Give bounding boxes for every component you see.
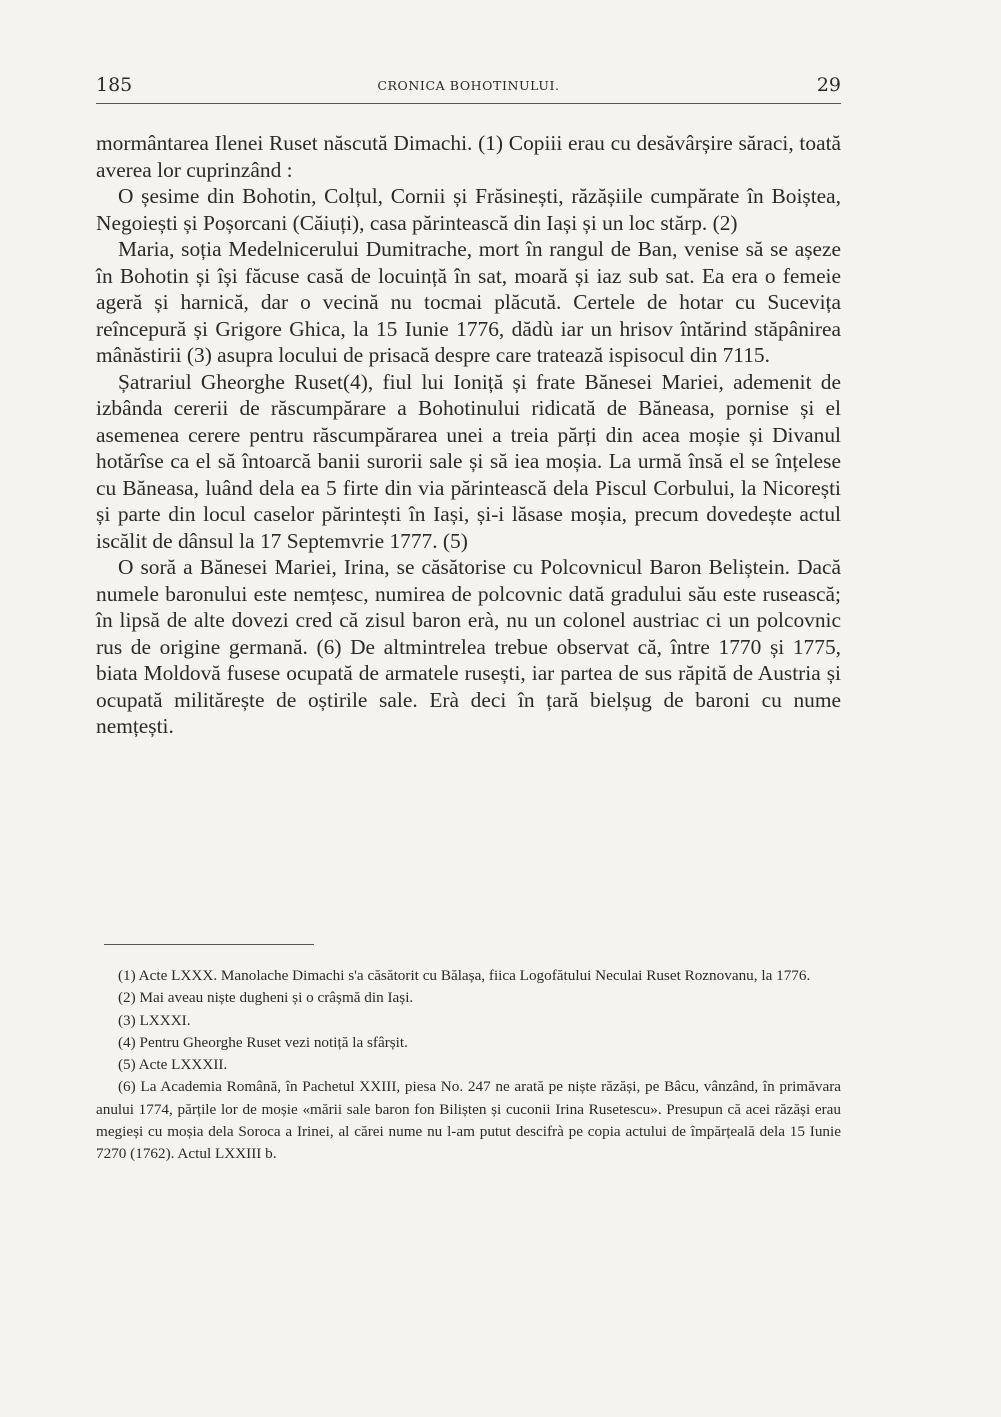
footnote: (3) LXXXI. <box>118 1011 191 1029</box>
page-number-left: 185 <box>96 74 133 96</box>
footnote: (1) Acte LXXX. Manolache Dimachi s'a căsătorit cu Bălașa, fiica Logofătului Neculai Ruset Roznovanu, la 1776. <box>118 967 811 984</box>
paragraph-continued: mormântarea Ilenei Ruset născută Dimachi. (1) Copiii erau cu desăvârșire săraci, toată averea lor cuprinzând : <box>96 131 841 182</box>
paragraph: O soră a Bănesei Mariei, Irina, se căsătorise cu Polcovnicul Baron Beliștein. Dacă numele baronului este nemțesc, numirea de polcovnic dată gradului său este rusească; în lipsă de alte dovezi cred că zisul baron erà, nu un colonel austriac ci un polcovnic rus de origine germană. (6) De altmintrelea trebue observat că, între 1770 și 1775, biata Moldovă fusese ocupată de armatele rusești, iar partea de sus răpită de Austria și ocupată militărește de oștirile sale. Erà deci în țară bielșug de baroni cu nume nemțești. <box>96 555 841 738</box>
footnote-rule <box>104 944 314 945</box>
footnote: (2) Mai aveau niște dugheni și o crâșmă din Iași. <box>118 989 414 1007</box>
footnote: (6) La Academia Română, în Pachetul XXIII, piesa No. 247 ne arată pe niște răzăși, pe Bâcu, vânzând, în primăvara anului 1774, părțile lor de moșie «mării sale baron fon Bilișten și cuconii Irina Rusetescu». Presupun că acei răzăși erau megieși cu moșia dela Soroca a Irinei, al cărei nume nu l-am putut descifrà pe copia actului de împărțeală dela 15 Iunie 7270 (1762). Actul LXXIII b. <box>96 1078 841 1163</box>
header-rule <box>96 103 841 104</box>
page-number-right: 29 <box>816 74 841 96</box>
page-header <box>96 74 841 104</box>
footnote: (5) Acte LXXXII. <box>118 1056 228 1074</box>
paragraph: Maria, soția Medelnicerului Dumitrache, mort în rangul de Ban, venise să se așeze în Bohotin și își făcuse casă de locuință în sat, moară și iaz sub sat. Ea era o femeie ageră și harnică, dar o vecină nu tocmai plăcută. Certele de hotar cu Sucevița reîncepură și Grigore Ghica, la 15 Iunie 1776, dădù iar un hrisov întărind stăpânirea mânăstirii (3) asupra locului de prisacă despre care tratează ispisocul din 7115. <box>96 237 841 367</box>
body-text <box>96 130 841 740</box>
footnote: (4) Pentru Gheorghe Ruset vezi notiță la sfârșit. <box>118 1033 408 1051</box>
footnotes <box>96 965 841 1166</box>
paragraph: Șatrariul Gheorghe Ruset(4), fiul lui Ioniță și frate Bănesei Mariei, ademenit de izbânda cererii de răscumpărare a Bohotinului ridicată de Băneasa, pornise și el asemenea cerere pentru răscumpărarea unei a treia părți din acea moșie și Divanul hotărîse ca el să întoarcă banii surorii sale și să iea moșia. La urmă însă el se înțelese cu Băneasa, luând dela ea 5 firte din via părintească dela Piscul Corbului, la Nicorești și parte din locul caselor părintești în Iași, și-i lăsase moșia, precum dovedește actul iscălit de dânsul la 17 Septemvrie 1777. (5) <box>96 369 841 553</box>
paragraph: O șesime din Bohotin, Colțul, Cornii și Frăsinești, răzășiile cumpărate în Boiștea, Negoiești și Poșorcani (Căiuți), casa părintească din Iași și un loc stărp. (2) <box>96 184 841 235</box>
running-title: CRONICA BOHOTINULUI. <box>377 78 560 93</box>
